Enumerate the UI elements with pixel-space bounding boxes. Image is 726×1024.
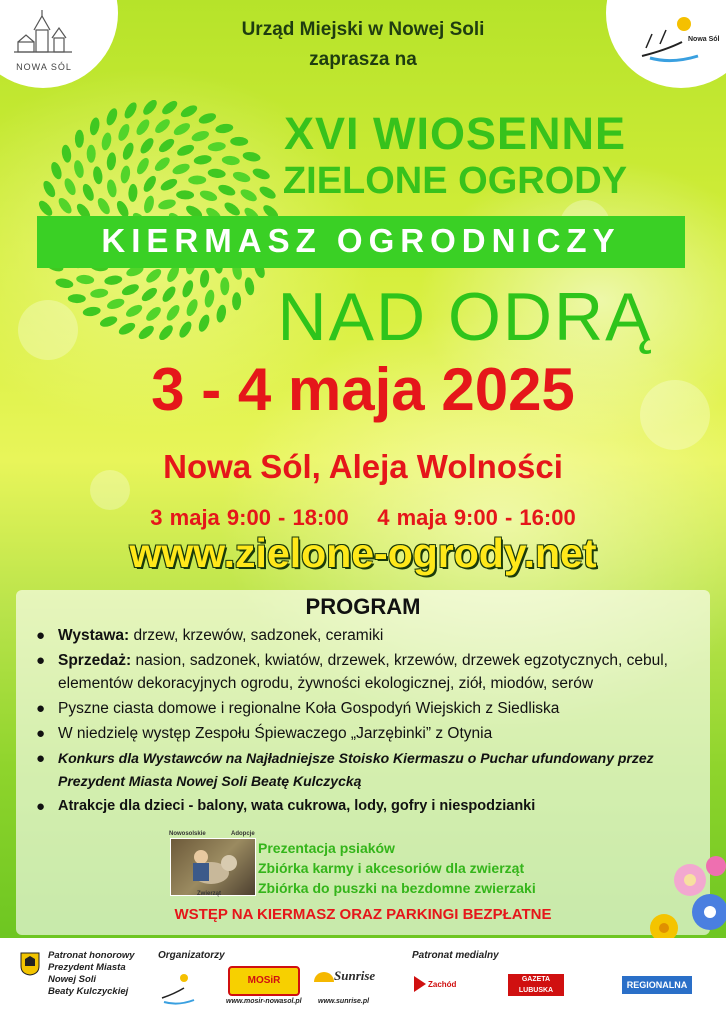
leaf-shape bbox=[62, 177, 78, 197]
program-item bbox=[36, 722, 696, 745]
leaf-shape bbox=[117, 320, 137, 337]
event-title-line-2: ZIELONE OGRODY bbox=[282, 160, 628, 202]
leaf-shape bbox=[171, 162, 191, 177]
sunrise-url[interactable]: www.sunrise.pl bbox=[318, 998, 370, 1005]
leaf-shape bbox=[142, 195, 155, 215]
leaf-shape bbox=[140, 285, 160, 303]
patronage-line-1: Patronat honorowy bbox=[48, 950, 135, 961]
leaf-shape bbox=[87, 145, 96, 163]
leaf-shape bbox=[75, 130, 84, 148]
leaf-shape bbox=[95, 196, 112, 216]
radio-icon bbox=[412, 974, 428, 994]
leaf-shape bbox=[92, 166, 104, 185]
organizers-label: Organizatorzy bbox=[158, 950, 225, 961]
program-item-text: Atrakcje dla dzieci - balony, wata cukrowa, lody, gofry i niespodzianki bbox=[58, 798, 536, 814]
leaf-shape bbox=[184, 298, 199, 318]
leaf-shape bbox=[120, 282, 140, 297]
adoption-line-1: Prezentacja psiaków bbox=[258, 840, 395, 856]
leaf-shape bbox=[100, 132, 112, 151]
program-item-text: nasion, sadzonek, kwiatów, drzewek, krzewów, drzewek egzotycznych, cebul, elementów dekoracyjnych ogrodu, żywności ekologicznej, ziół, miodów, serów bbox=[58, 652, 668, 692]
sunrise-logo-text: Sunrise bbox=[334, 968, 376, 983]
boat-logo-text: Nowa Sól bbox=[688, 36, 720, 43]
program-item-text: Pyszne ciasta domowe i regionalne Koła Gospodyń Wiejskich z Siedliska bbox=[58, 700, 560, 717]
leaf-shape bbox=[159, 177, 179, 193]
leaf-shape bbox=[197, 313, 212, 333]
leaf-shape bbox=[160, 284, 178, 304]
leaf-shape bbox=[160, 100, 180, 117]
leaf-shape bbox=[41, 179, 58, 199]
leaf-shape bbox=[134, 117, 152, 137]
leaf-shape bbox=[61, 144, 73, 163]
adoption-line-2: Zbiórka karmy i akcesoriów dla zwierząt bbox=[258, 860, 525, 876]
mosir-logo-text: MOSiR bbox=[247, 975, 281, 986]
leaf-shape bbox=[106, 297, 126, 311]
inviter-line-1: Urząd Miejski w Nowej Soli bbox=[241, 19, 485, 40]
leaf-shape bbox=[141, 174, 158, 194]
leaf-shape bbox=[177, 320, 194, 340]
adoption-tag-1: Nowosolskie bbox=[169, 831, 206, 837]
adoption-tag-3: Zwierząt bbox=[197, 891, 222, 897]
patronage-line-3: Nowej Soli bbox=[48, 974, 97, 985]
mosir-url[interactable]: www.mosir-nowasol.pl bbox=[226, 998, 302, 1005]
media-logo-zachod-text: Zachód bbox=[428, 980, 457, 989]
adoption-line-3: Zbiórka do puszki na bezdomne zwierzaki bbox=[258, 880, 536, 896]
event-hours bbox=[0, 505, 726, 531]
adoption-info bbox=[258, 838, 536, 898]
program-item-label: Sprzedaż: bbox=[58, 652, 132, 669]
adoption-photo bbox=[169, 831, 256, 897]
leaf-shape bbox=[116, 122, 131, 142]
leaf-shape bbox=[55, 277, 74, 289]
leaf-shape bbox=[104, 274, 123, 286]
adoption-tag-2: Adopcje bbox=[231, 831, 255, 837]
banner-text: KIERMASZ OGRODNICZY bbox=[101, 222, 621, 259]
leaf-shape bbox=[122, 100, 139, 120]
hours-day-1: 3 maja 9:00 - 18:00 bbox=[150, 505, 349, 530]
program-item-text: Konkurs dla Wystawców na Najładniejsze Stoisko Kiermaszu o Puchar ufundowany przez Prezydent Miasta Nowej Soli Beatę Kulczycką bbox=[58, 750, 654, 789]
leaf-shape bbox=[119, 165, 131, 184]
leaf-shape bbox=[89, 117, 101, 136]
inviter-text bbox=[0, 18, 726, 71]
leaf-shape bbox=[82, 306, 101, 318]
city-logo-text: NOWA SÓL bbox=[16, 62, 72, 72]
sunrise-logo bbox=[312, 964, 384, 990]
mosir-logo bbox=[228, 966, 300, 996]
leaf-shape bbox=[49, 161, 63, 181]
leaf-shape bbox=[199, 269, 210, 288]
leaf-shape bbox=[104, 107, 119, 127]
patronage-line-2: Prezydent Miasta bbox=[48, 962, 126, 973]
leaf-shape bbox=[90, 288, 109, 299]
leaf-shape bbox=[179, 103, 199, 120]
leaf-shape bbox=[153, 155, 173, 174]
leaf-shape bbox=[176, 143, 196, 158]
leaf-shape bbox=[56, 196, 74, 216]
free-entry-notice: WSTĘP NA KIERMASZ ORAZ PARKINGI BEZPŁATNE bbox=[174, 906, 552, 923]
footer bbox=[0, 938, 726, 1024]
leaf-shape bbox=[172, 121, 192, 138]
program-item-text: W niedzielę występ Zespołu Śpiewaczego „Jarzębinki” z Otynia bbox=[58, 725, 493, 742]
leaf-shape bbox=[106, 152, 117, 171]
program-item-text: drzew, krzewów, sadzonek, ceramiki bbox=[129, 627, 384, 644]
leaf-shape bbox=[164, 303, 182, 323]
leaf-shape bbox=[157, 323, 176, 340]
leaf-shape bbox=[128, 184, 138, 202]
media-label: Patronat medialny bbox=[412, 950, 499, 961]
leaf-shape bbox=[144, 267, 164, 286]
leaf-shape bbox=[203, 289, 215, 308]
media-logo-gazeta: GAZETA LUBUSKA bbox=[508, 974, 564, 996]
sun-icon bbox=[312, 964, 336, 988]
event-place: Nowa Sól, Aleja Wolności bbox=[163, 448, 563, 485]
leaf-shape bbox=[157, 136, 177, 154]
media-logo-zachod bbox=[412, 974, 457, 996]
leaf-shape bbox=[136, 323, 156, 340]
program-title: PROGRAM bbox=[305, 594, 421, 619]
hours-day-2: 4 maja 9:00 - 16:00 bbox=[377, 505, 576, 530]
boat-logo-small bbox=[158, 968, 198, 1006]
program-item bbox=[36, 649, 696, 695]
leaf-shape bbox=[99, 314, 119, 328]
website-link[interactable]: www.zielone-ogrody.net bbox=[129, 530, 597, 576]
leaf-shape bbox=[180, 279, 195, 299]
program-item-label: Wystawa: bbox=[58, 627, 130, 644]
leaf-shape bbox=[176, 190, 194, 200]
program-item bbox=[36, 795, 696, 818]
event-title-line-1: XVI WIOSENNE bbox=[283, 108, 627, 159]
leaf-shape bbox=[153, 117, 172, 136]
event-dates: 3 - 4 maja 2025 bbox=[151, 356, 575, 423]
event-subtitle: NAD ODRĄ bbox=[277, 279, 653, 355]
leaf-shape bbox=[144, 305, 163, 324]
patronage-block bbox=[48, 950, 135, 998]
leaf-shape bbox=[124, 302, 144, 319]
leaf-shape bbox=[215, 304, 227, 323]
program-item bbox=[36, 697, 696, 720]
patronage-line-4: Beaty Kulczyckiej bbox=[48, 986, 129, 997]
leaf-shape bbox=[76, 274, 95, 285]
inviter-line-2: zaprasza na bbox=[309, 49, 417, 70]
leaf-shape bbox=[106, 179, 118, 198]
coat-of-arms-icon bbox=[20, 952, 40, 976]
program-list bbox=[36, 624, 696, 818]
leaf-shape bbox=[157, 198, 177, 211]
leaf-shape bbox=[81, 182, 96, 202]
leaf-shape bbox=[73, 159, 86, 178]
leaf-shape bbox=[141, 100, 160, 117]
leaf-shape bbox=[121, 141, 136, 161]
leaf-shape bbox=[68, 294, 86, 303]
media-logo-regionalna: REGIONALNA bbox=[622, 976, 692, 994]
program-item bbox=[36, 624, 696, 647]
leaf-shape bbox=[220, 277, 229, 295]
program-item bbox=[36, 747, 696, 793]
leaf-shape bbox=[135, 156, 152, 176]
dog-with-person-illustration bbox=[171, 839, 255, 895]
leaf-shape bbox=[138, 136, 156, 156]
